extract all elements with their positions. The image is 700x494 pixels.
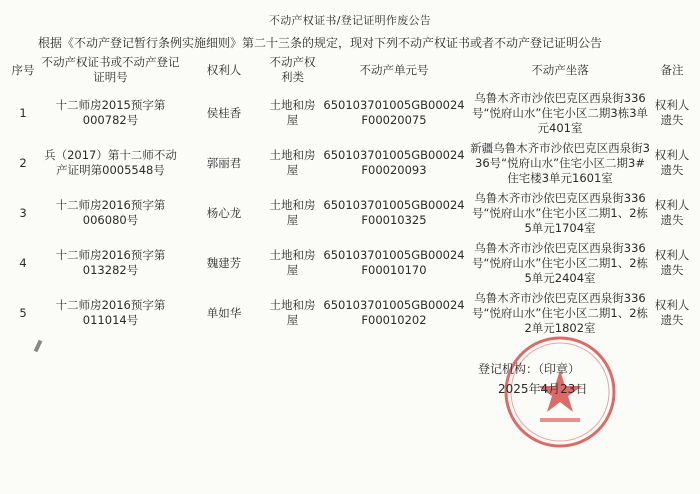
row-unit: 650103701005GB00024F00020093 <box>323 148 465 177</box>
row-location: 乌鲁木齐市沙依巴克区西泉街336号“悦府山水”住宅小区二期1、2栋5单元2404室 <box>471 240 649 285</box>
header-cert: 不动产权证书或不动产登记证明号 <box>41 55 180 84</box>
row-no: 1 <box>19 105 27 120</box>
table-header-row <box>8 52 692 88</box>
row-note: 权利人遗失 <box>654 248 690 277</box>
row-location: 乌鲁木齐市沙依巴克区西泉街336号“悦府山水”住宅小区二期1、2栋5单元1704室 <box>471 190 649 235</box>
table-row <box>8 288 692 338</box>
notice-title: 不动产权证书/登记证明作废公告 <box>268 14 432 27</box>
header-location: 不动产坐落 <box>531 62 589 77</box>
row-holder: 杨心龙 <box>206 205 242 220</box>
row-unit: 650103701005GB00024F00010202 <box>323 298 465 327</box>
row-note: 权利人遗失 <box>654 298 690 327</box>
stray-mark <box>34 340 43 353</box>
notice-table <box>8 52 692 338</box>
row-no: 3 <box>19 205 27 220</box>
row-unit: 650103701005GB00024F00010170 <box>323 248 465 277</box>
table-row <box>8 138 692 188</box>
table-row <box>8 88 692 138</box>
table-row <box>8 188 692 238</box>
row-no: 5 <box>19 305 27 320</box>
row-type: 土地和房屋 <box>269 148 316 177</box>
row-note: 权利人遗失 <box>654 198 690 227</box>
row-type: 土地和房屋 <box>269 298 316 327</box>
registration-authority: 登记机构：（印章） <box>478 362 581 376</box>
row-holder: 郭丽君 <box>206 155 242 170</box>
row-holder: 单如华 <box>206 305 242 320</box>
row-type: 土地和房屋 <box>269 98 316 127</box>
row-unit: 650103701005GB00024F00020075 <box>323 98 465 127</box>
row-no: 2 <box>19 155 27 170</box>
row-no: 4 <box>19 255 27 270</box>
row-cert: 十二师房2016预字第006080号 <box>55 198 166 227</box>
table-row <box>8 238 692 288</box>
header-unit: 不动产单元号 <box>359 62 429 77</box>
notice-intro: 根据《不动产登记暂行条例实施细则》第二十三条的规定，现对下列不动产权证书或者不动产登记证明公告 <box>38 36 603 50</box>
row-holder: 侯桂香 <box>206 105 242 120</box>
row-cert: 十二师房2016预字第013282号 <box>55 248 166 277</box>
notice-date: 2025年4月23日 <box>498 382 588 396</box>
row-location: 乌鲁木齐市沙依巴克区西泉街336号“悦府山水”住宅小区二期3栋3单元401室 <box>471 90 649 135</box>
row-note: 权利人遗失 <box>654 98 690 127</box>
header-type: 不动产权利类 <box>269 55 316 84</box>
row-type: 土地和房屋 <box>269 248 316 277</box>
header-note: 备注 <box>660 62 684 77</box>
row-unit: 650103701005GB00024F00010325 <box>323 198 465 227</box>
row-type: 土地和房屋 <box>269 198 316 227</box>
row-note: 权利人遗失 <box>654 148 690 177</box>
row-holder: 魏建芳 <box>206 255 242 270</box>
row-cert: 兵（2017）第十二师不动产证明第0005548号 <box>44 148 177 177</box>
header-holder: 权利人 <box>206 62 242 77</box>
header-no: 序号 <box>11 62 35 77</box>
row-cert: 十二师房2015预字第000782号 <box>55 98 166 127</box>
row-cert: 十二师房2016预字第011014号 <box>55 298 166 327</box>
row-location: 乌鲁木齐市沙依巴克区西泉街336号“悦府山水”住宅小区二期1、2栋2单元1802室 <box>471 290 649 335</box>
row-location: 新疆乌鲁木齐市沙依巴克区西泉街336号“悦府山水”住宅小区二期3#住宅楼3单元1601室 <box>470 140 650 185</box>
